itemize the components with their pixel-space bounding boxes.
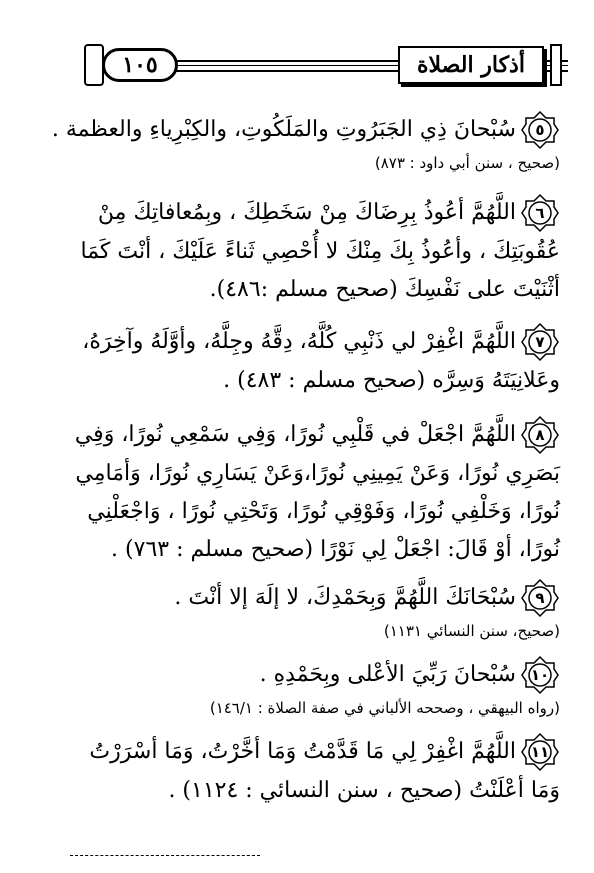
dhikr-entry: [28, 655, 560, 721]
entry-text: اللَّهُمَّ اغْفِرْ لي ذَنْبِي كُلَّهُ، دِقَّهُ وجِلَّهُ، وأوَّلَهُ وآخِرَهُ،: [82, 329, 516, 354]
page-number-oval: [102, 48, 178, 82]
octagon-number-badge: [520, 193, 560, 233]
octagon-number-badge: [520, 110, 560, 150]
entry-source: (صحيح ، سنن أبي داود : ٨٧٣): [374, 154, 560, 172]
dhikr-entry: [28, 110, 560, 176]
entry-line: نُورًا، أوْ قَالَ: اجْعَلْ لِي نَوْرًا (صحيح مسلم : ٧٦٣) .: [111, 537, 560, 562]
entry-line: وعَلانِيَتَهُ وَسِرَّه (صحيح مسلم : ٤٨٣) .: [223, 368, 560, 393]
chapter-title-box: [398, 46, 544, 84]
entry-line: بَصَرِي نُورًا، وَعَنْ يَمِينِي نُورًا،وَعَنْ يَسَارِي نُورًا، وَأمَامِي: [75, 461, 560, 486]
footer-divider: [70, 855, 260, 858]
entry-source: (صحيح، سنن النسائي ١١٣١): [383, 622, 560, 640]
entry-line: وَمَا أعْلَنْتُ (صحيح ، سنن النسائي : ١١٢٤) .: [168, 778, 560, 803]
entry-line: [28, 322, 560, 362]
page-number: ١٠٥: [122, 52, 158, 78]
entry-text: اللَّهُمَّ أعُوذُ بِرِضَاكَ مِنْ سَخَطِكَ ، وبِمُعافاتِكَ مِنْ: [97, 200, 516, 225]
entry-line: أثْنَيْتَ على نَفْسِكَ (صحيح مسلم :٤٨٦).: [209, 277, 560, 302]
dhikr-entry: [28, 322, 560, 400]
entry-number: ٩: [535, 589, 545, 607]
entry-number: ١٠: [530, 666, 550, 684]
dhikr-entry: [28, 415, 560, 569]
dhikr-entry: [28, 193, 560, 309]
entry-line: [28, 732, 560, 772]
entry-line: [28, 193, 560, 233]
entry-number: ٥: [535, 121, 545, 139]
entry-text: اللَّهُمَّ اجْعَلْ في قَلْبِي نُورًا، وَفِي سَمْعِي نُورًا، وَفِي: [74, 422, 516, 447]
entry-text: سُبْحانَ رَبِّيَ الأعْلى وبِحَمْدِهِ .: [259, 662, 516, 687]
octagon-number-badge: [520, 732, 560, 772]
chapter-title: أذكار الصلاة: [417, 52, 525, 78]
header-right-cap: [550, 44, 562, 86]
dhikr-entry: [28, 732, 560, 810]
entry-number: ٨: [535, 426, 545, 444]
entry-line: [28, 110, 560, 150]
entry-line: [28, 578, 560, 618]
entry-line: نُورًا، وَخَلْفِي نُورًا، وَفَوْقِي نُورًا، وَتَحْتِي نُورًا ، وَاجْعَلْنِي: [87, 499, 560, 524]
entry-number: ١١: [530, 743, 550, 761]
entry-line: [28, 655, 560, 695]
page-header: [88, 40, 568, 90]
octagon-number-badge: [520, 578, 560, 618]
entry-source: (رواه البيهقي ، وصححه الألباني في صفة الصلاة : ١٤٦/١): [209, 699, 560, 717]
entry-text: سُبْحَانَكَ اللَّهُمَّ وَبِحَمْدِكَ، لا إلَهَ إلا أنْتَ .: [174, 585, 516, 610]
entry-line: [28, 415, 560, 455]
octagon-number-badge: [520, 322, 560, 362]
octagon-number-badge: [520, 655, 560, 695]
header-left-cap: [84, 44, 104, 86]
entry-number: ٦: [535, 204, 545, 222]
entry-text: سُبْحانَ ذِي الجَبَرُوتِ والمَلَكُوتِ، والكِبْرِياءِ والعظمة .: [51, 117, 516, 142]
dhikr-entry: [28, 578, 560, 644]
octagon-number-badge: [520, 415, 560, 455]
entry-number: ٧: [535, 333, 545, 351]
entry-line: عُقُوبَتِكَ ، وأعُوذُ بِكَ مِنْكَ لا أُحْصِي ثَناءً عَلَيْكَ ، أنْتَ كَمَا: [80, 239, 560, 264]
entry-text: اللَّهُمَّ اغْفِرْ لِي مَا قَدَّمْتُ وَمَا أخَّرْتُ، وَمَا أسْرَرْتُ: [89, 739, 516, 764]
